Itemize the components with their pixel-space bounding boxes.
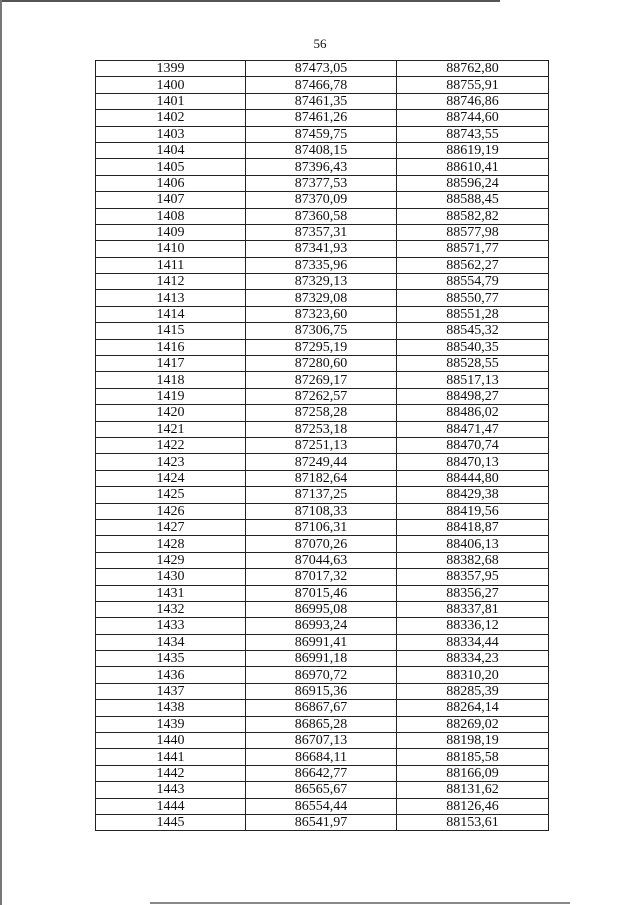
table-row (96, 126, 549, 142)
point-number-cell: 1407 (96, 192, 246, 208)
point-number-cell: 1424 (96, 470, 246, 486)
x-coordinate-cell: 87377,53 (246, 175, 397, 191)
y-coordinate-cell: 88334,23 (397, 651, 549, 667)
table-row (96, 667, 549, 683)
x-coordinate-cell: 87258,28 (246, 405, 397, 421)
y-coordinate-cell: 88545,32 (397, 323, 549, 339)
table-row (96, 716, 549, 732)
x-coordinate-cell: 86565,67 (246, 782, 397, 798)
table-row (96, 536, 549, 552)
table-row (96, 356, 549, 372)
y-coordinate-cell: 88337,81 (397, 601, 549, 617)
y-coordinate-cell: 88746,86 (397, 93, 549, 109)
table-row (96, 274, 549, 290)
table-row (96, 503, 549, 519)
point-number-cell: 1415 (96, 323, 246, 339)
point-number-cell: 1430 (96, 569, 246, 585)
x-coordinate-cell: 86991,18 (246, 651, 397, 667)
point-number-cell: 1404 (96, 142, 246, 158)
coordinates-table-body (96, 61, 549, 831)
point-number-cell: 1445 (96, 814, 246, 830)
y-coordinate-cell: 88577,98 (397, 224, 549, 240)
table-row (96, 618, 549, 634)
x-coordinate-cell: 87370,09 (246, 192, 397, 208)
x-coordinate-cell: 87182,64 (246, 470, 397, 486)
y-coordinate-cell: 88198,19 (397, 733, 549, 749)
table-row (96, 372, 549, 388)
x-coordinate-cell: 86995,08 (246, 601, 397, 617)
table-row (96, 61, 549, 77)
point-number-cell: 1423 (96, 454, 246, 470)
y-coordinate-cell: 88269,02 (397, 716, 549, 732)
table-row (96, 683, 549, 699)
y-coordinate-cell: 88550,77 (397, 290, 549, 306)
table-row (96, 224, 549, 240)
point-number-cell: 1425 (96, 487, 246, 503)
point-number-cell: 1444 (96, 798, 246, 814)
point-number-cell: 1432 (96, 601, 246, 617)
table-row (96, 814, 549, 830)
scan-edge-top (0, 0, 500, 2)
table-row (96, 552, 549, 568)
x-coordinate-cell: 86541,97 (246, 814, 397, 830)
x-coordinate-cell: 86970,72 (246, 667, 397, 683)
x-coordinate-cell: 87251,13 (246, 437, 397, 453)
y-coordinate-cell: 88185,58 (397, 749, 549, 765)
point-number-cell: 1433 (96, 618, 246, 634)
table-row (96, 405, 549, 421)
y-coordinate-cell: 88470,74 (397, 437, 549, 453)
x-coordinate-cell: 86993,24 (246, 618, 397, 634)
x-coordinate-cell: 86991,41 (246, 634, 397, 650)
table-row (96, 487, 549, 503)
y-coordinate-cell: 88762,80 (397, 61, 549, 77)
table-row (96, 601, 549, 617)
table-row (96, 749, 549, 765)
y-coordinate-cell: 88755,91 (397, 77, 549, 93)
y-coordinate-cell: 88743,55 (397, 126, 549, 142)
y-coordinate-cell: 88486,02 (397, 405, 549, 421)
x-coordinate-cell: 86867,67 (246, 700, 397, 716)
x-coordinate-cell: 87335,96 (246, 257, 397, 273)
x-coordinate-cell: 87459,75 (246, 126, 397, 142)
table-row (96, 77, 549, 93)
table-row (96, 175, 549, 191)
x-coordinate-cell: 87473,05 (246, 61, 397, 77)
x-coordinate-cell: 87329,08 (246, 290, 397, 306)
point-number-cell: 1416 (96, 339, 246, 355)
scan-edge-bottom (150, 902, 570, 904)
y-coordinate-cell: 88471,47 (397, 421, 549, 437)
point-number-cell: 1403 (96, 126, 246, 142)
point-number-cell: 1418 (96, 372, 246, 388)
y-coordinate-cell: 88582,82 (397, 208, 549, 224)
point-number-cell: 1428 (96, 536, 246, 552)
point-number-cell: 1443 (96, 782, 246, 798)
point-number-cell: 1419 (96, 388, 246, 404)
y-coordinate-cell: 88429,38 (397, 487, 549, 503)
table-row (96, 192, 549, 208)
table-row (96, 241, 549, 257)
table-row (96, 470, 549, 486)
point-number-cell: 1427 (96, 519, 246, 535)
y-coordinate-cell: 88571,77 (397, 241, 549, 257)
table-row (96, 142, 549, 158)
y-coordinate-cell: 88744,60 (397, 110, 549, 126)
table-row (96, 733, 549, 749)
point-number-cell: 1439 (96, 716, 246, 732)
point-number-cell: 1410 (96, 241, 246, 257)
y-coordinate-cell: 88356,27 (397, 585, 549, 601)
y-coordinate-cell: 88596,24 (397, 175, 549, 191)
point-number-cell: 1405 (96, 159, 246, 175)
x-coordinate-cell: 87249,44 (246, 454, 397, 470)
table-row (96, 208, 549, 224)
x-coordinate-cell: 87329,13 (246, 274, 397, 290)
point-number-cell: 1429 (96, 552, 246, 568)
y-coordinate-cell: 88153,61 (397, 814, 549, 830)
table-row (96, 421, 549, 437)
x-coordinate-cell: 87070,26 (246, 536, 397, 552)
point-number-cell: 1421 (96, 421, 246, 437)
x-coordinate-cell: 87408,15 (246, 142, 397, 158)
table-row (96, 700, 549, 716)
table-row (96, 454, 549, 470)
table-row (96, 290, 549, 306)
point-number-cell: 1412 (96, 274, 246, 290)
scan-edge-left (0, 0, 2, 905)
point-number-cell: 1402 (96, 110, 246, 126)
point-number-cell: 1417 (96, 356, 246, 372)
x-coordinate-cell: 87341,93 (246, 241, 397, 257)
x-coordinate-cell: 86642,77 (246, 765, 397, 781)
y-coordinate-cell: 88310,20 (397, 667, 549, 683)
point-number-cell: 1399 (96, 61, 246, 77)
point-number-cell: 1422 (96, 437, 246, 453)
point-number-cell: 1409 (96, 224, 246, 240)
x-coordinate-cell: 87396,43 (246, 159, 397, 175)
y-coordinate-cell: 88126,46 (397, 798, 549, 814)
x-coordinate-cell: 87280,60 (246, 356, 397, 372)
y-coordinate-cell: 88418,87 (397, 519, 549, 535)
x-coordinate-cell: 87017,32 (246, 569, 397, 585)
table-row (96, 782, 549, 798)
point-number-cell: 1437 (96, 683, 246, 699)
x-coordinate-cell: 87466,78 (246, 77, 397, 93)
x-coordinate-cell: 86915,36 (246, 683, 397, 699)
y-coordinate-cell: 88166,09 (397, 765, 549, 781)
x-coordinate-cell: 87306,75 (246, 323, 397, 339)
table-row (96, 110, 549, 126)
point-number-cell: 1426 (96, 503, 246, 519)
point-number-cell: 1431 (96, 585, 246, 601)
coordinates-table (95, 60, 549, 831)
x-coordinate-cell: 87357,31 (246, 224, 397, 240)
table-row (96, 339, 549, 355)
y-coordinate-cell: 88562,27 (397, 257, 549, 273)
table-row (96, 651, 549, 667)
x-coordinate-cell: 86865,28 (246, 716, 397, 732)
point-number-cell: 1406 (96, 175, 246, 191)
x-coordinate-cell: 87323,60 (246, 306, 397, 322)
table-row (96, 323, 549, 339)
y-coordinate-cell: 88406,13 (397, 536, 549, 552)
point-number-cell: 1420 (96, 405, 246, 421)
point-number-cell: 1436 (96, 667, 246, 683)
point-number-cell: 1435 (96, 651, 246, 667)
x-coordinate-cell: 87269,17 (246, 372, 397, 388)
y-coordinate-cell: 88498,27 (397, 388, 549, 404)
point-number-cell: 1408 (96, 208, 246, 224)
y-coordinate-cell: 88357,95 (397, 569, 549, 585)
table-row (96, 569, 549, 585)
table-row (96, 93, 549, 109)
x-coordinate-cell: 87461,35 (246, 93, 397, 109)
y-coordinate-cell: 88382,68 (397, 552, 549, 568)
table-row (96, 159, 549, 175)
x-coordinate-cell: 87015,46 (246, 585, 397, 601)
point-number-cell: 1440 (96, 733, 246, 749)
table-row (96, 798, 549, 814)
table-row (96, 388, 549, 404)
y-coordinate-cell: 88419,56 (397, 503, 549, 519)
point-number-cell: 1438 (96, 700, 246, 716)
x-coordinate-cell: 86684,11 (246, 749, 397, 765)
x-coordinate-cell: 87253,18 (246, 421, 397, 437)
x-coordinate-cell: 87108,33 (246, 503, 397, 519)
y-coordinate-cell: 88131,62 (397, 782, 549, 798)
y-coordinate-cell: 88610,41 (397, 159, 549, 175)
table-row (96, 519, 549, 535)
page-number: 56 (313, 36, 327, 51)
point-number-cell: 1401 (96, 93, 246, 109)
y-coordinate-cell: 88540,35 (397, 339, 549, 355)
point-number-cell: 1434 (96, 634, 246, 650)
x-coordinate-cell: 87106,31 (246, 519, 397, 535)
x-coordinate-cell: 87262,57 (246, 388, 397, 404)
point-number-cell: 1413 (96, 290, 246, 306)
y-coordinate-cell: 88528,55 (397, 356, 549, 372)
x-coordinate-cell: 87461,26 (246, 110, 397, 126)
table-row (96, 306, 549, 322)
table-row (96, 765, 549, 781)
y-coordinate-cell: 88554,79 (397, 274, 549, 290)
table-row (96, 437, 549, 453)
y-coordinate-cell: 88551,28 (397, 306, 549, 322)
y-coordinate-cell: 88444,80 (397, 470, 549, 486)
x-coordinate-cell: 87044,63 (246, 552, 397, 568)
point-number-cell: 1441 (96, 749, 246, 765)
table-row (96, 634, 549, 650)
point-number-cell: 1400 (96, 77, 246, 93)
y-coordinate-cell: 88264,14 (397, 700, 549, 716)
point-number-cell: 1414 (96, 306, 246, 322)
x-coordinate-cell: 86707,13 (246, 733, 397, 749)
table-row (96, 257, 549, 273)
point-number-cell: 1442 (96, 765, 246, 781)
x-coordinate-cell: 86554,44 (246, 798, 397, 814)
table-row (96, 585, 549, 601)
y-coordinate-cell: 88517,13 (397, 372, 549, 388)
x-coordinate-cell: 87360,58 (246, 208, 397, 224)
x-coordinate-cell: 87295,19 (246, 339, 397, 355)
y-coordinate-cell: 88588,45 (397, 192, 549, 208)
y-coordinate-cell: 88336,12 (397, 618, 549, 634)
y-coordinate-cell: 88334,44 (397, 634, 549, 650)
y-coordinate-cell: 88470,13 (397, 454, 549, 470)
y-coordinate-cell: 88619,19 (397, 142, 549, 158)
y-coordinate-cell: 88285,39 (397, 683, 549, 699)
point-number-cell: 1411 (96, 257, 246, 273)
x-coordinate-cell: 87137,25 (246, 487, 397, 503)
